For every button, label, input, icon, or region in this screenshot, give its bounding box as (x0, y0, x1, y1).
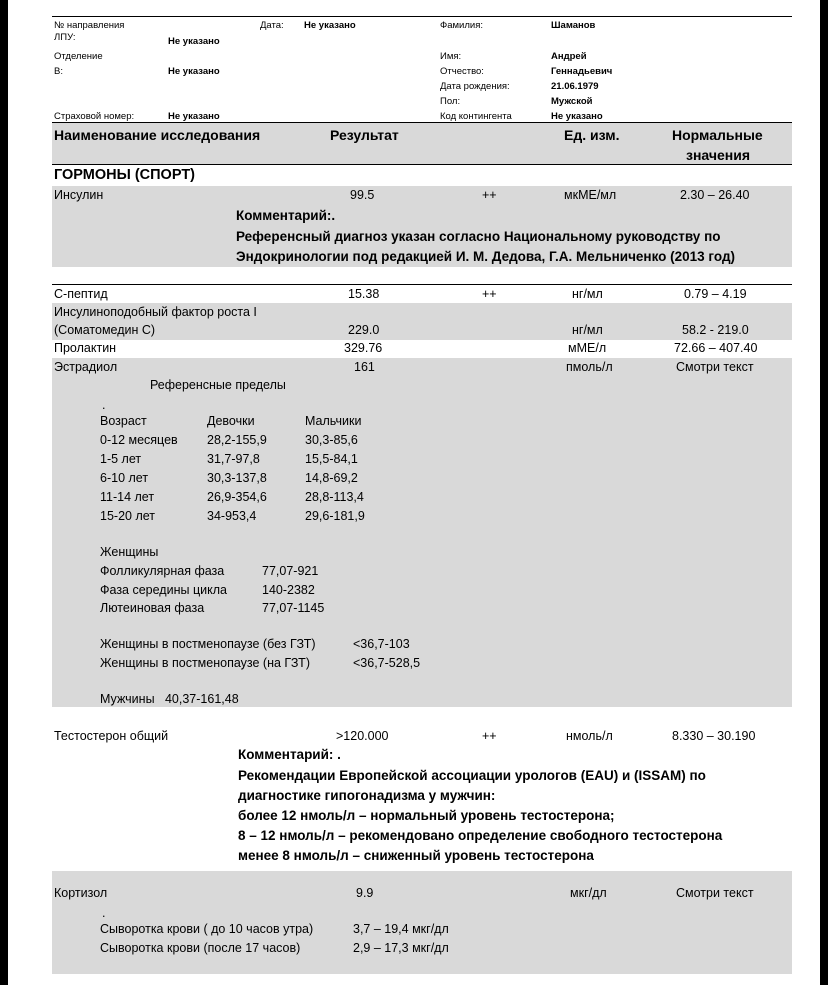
estradiol-ref-title: Референсные пределы (150, 378, 286, 392)
cortisol-ref-value: 2,9 – 17,3 мкг/дл (353, 941, 449, 955)
sex-value: Мужской (551, 96, 593, 107)
contingent-label: Код контингента (440, 111, 512, 122)
dob-value: 21.06.1979 (551, 81, 599, 92)
age-row-girls: 28,2-155,9 (207, 433, 267, 447)
igf-norm: 58.2 - 219.0 (682, 323, 749, 337)
age-row-age: 6-10 лет (100, 471, 149, 485)
testosterone-comment-line: Рекомендации Европейской ассоциации урологов (EAU) и (ISSAM) по (238, 768, 706, 783)
insurance-value: Не указано (168, 111, 220, 122)
lpu-label: ЛПУ: (54, 32, 76, 43)
phase-name: Лютеиновая фаза (100, 601, 205, 615)
age-row-age: 1-5 лет (100, 452, 142, 466)
insulin-flag: ++ (482, 188, 497, 202)
postmeno-value: <36,7-528,5 (353, 656, 421, 670)
insulin-comment-line: Референсный диагноз указан согласно Национальному руководству по (236, 229, 721, 244)
prolactin-name: Пролактин (54, 341, 117, 355)
surname-value: Шаманов (551, 20, 596, 31)
v-label: В: (54, 66, 63, 77)
age-header-age: Возраст (100, 414, 147, 428)
cortisol-ref-value: 3,7 – 19,4 мкг/дл (353, 922, 449, 936)
testosterone-name: Тестостерон общий (54, 729, 169, 743)
testosterone-comment-line: 8 – 12 нмоль/л – рекомендовано определение свободного тестостерона (238, 828, 723, 843)
age-row-age: 15-20 лет (100, 509, 155, 523)
v-value: Не указано (168, 66, 220, 77)
insulin-comment-title: Комментарий:. (236, 208, 336, 223)
age-header-boys: Мальчики (305, 414, 362, 428)
cortisol-ref-name: Сыворотка крови ( до 10 часов утра) (100, 922, 314, 936)
name-value: Андрей (551, 51, 587, 62)
postmeno-name: Женщины в постменопаузе (без ГЗТ) (100, 637, 316, 651)
age-row-age: 0-12 месяцев (100, 433, 178, 447)
testosterone-unit: нмоль/л (566, 729, 613, 743)
testosterone-comment-line: диагностике гипогонадизма у мужчин: (238, 788, 496, 803)
insulin-unit: мкМЕ/мл (564, 188, 617, 202)
section-title: ГОРМОНЫ (СПОРТ) (54, 167, 196, 183)
age-row-age: 11-14 лет (100, 490, 155, 504)
lab-report-page (8, 0, 820, 985)
cpeptide-top-line (52, 284, 792, 285)
otdelenie-label: Отделение (54, 51, 103, 62)
phase-name: Фаза середины цикла (100, 583, 227, 597)
postmeno-value: <36,7-103 (353, 637, 410, 651)
cpeptide-result: 15.38 (348, 287, 380, 301)
header-bottom-line (52, 164, 792, 165)
igf-name-1: Инсулиноподобный фактор роста I (54, 305, 257, 319)
estradiol-unit: пмоль/л (566, 360, 613, 374)
postmeno-name: Женщины в постменопаузе (на ГЗТ) (100, 656, 310, 670)
estradiol-result: 161 (354, 360, 375, 374)
phase-name: Фолликулярная фаза (100, 564, 225, 578)
cpeptide-norm: 0.79 – 4.19 (684, 287, 747, 301)
testosterone-norm: 8.330 – 30.190 (672, 729, 756, 743)
age-row-boys: 15,5-84,1 (305, 452, 358, 466)
insulin-norm: 2.30 – 26.40 (680, 188, 750, 202)
cpeptide-unit: нг/мл (572, 287, 603, 301)
igf-unit: нг/мл (572, 323, 603, 337)
header-top-line (52, 122, 792, 123)
prolactin-unit: мМЕ/л (568, 341, 607, 355)
insulin-name: Инсулин (54, 188, 104, 202)
col-name-header: Наименование исследования (54, 127, 261, 143)
cortisol-result: 9.9 (356, 886, 374, 900)
testosterone-result: >120.000 (336, 729, 389, 743)
top-border (52, 16, 792, 17)
cortisol-ref-name: Сыворотка крови (после 17 часов) (100, 941, 301, 955)
name-label: Имя: (440, 51, 462, 62)
cpeptide-flag: ++ (482, 287, 497, 301)
cpeptide-name: С-пептид (54, 287, 108, 301)
men-range: Мужчины 40,37-161,48 (100, 692, 239, 706)
col-norm-header-2: значения (686, 147, 750, 163)
lpu-value: Не указано (168, 36, 220, 47)
age-row-boys: 28,8-113,4 (305, 490, 364, 504)
dob-label: Дата рождения: (440, 81, 510, 92)
age-row-girls: 31,7-97,8 (207, 452, 260, 466)
cortisol-name: Кортизол (54, 886, 108, 900)
testosterone-comment-line: менее 8 нмоль/л – сниженный уровень тестостерона (238, 848, 594, 863)
cortisol-unit: мкг/дл (570, 886, 607, 900)
age-row-boys: 29,6-181,9 (305, 509, 365, 523)
age-header-girls: Девочки (207, 414, 255, 428)
phase-value: 77,07-1145 (262, 601, 325, 615)
col-norm-header-1: Нормальные (672, 127, 763, 143)
patronymic-label: Отчество: (440, 66, 484, 77)
estradiol-norm: Смотри текст (676, 360, 754, 374)
col-unit-header: Ед. изм. (564, 127, 620, 143)
testosterone-comment-line: более 12 нмоль/л – нормальный уровень тестостерона; (238, 808, 615, 823)
igf-name-2: (Соматомедин С) (54, 323, 156, 337)
prolactin-norm: 72.66 – 407.40 (674, 341, 758, 355)
igf-result: 229.0 (348, 323, 380, 337)
patronymic-value: Геннадьевич (551, 66, 613, 77)
cortisol-norm: Смотри текст (676, 886, 754, 900)
estradiol-dot: . (102, 398, 106, 412)
date-value: Не указано (304, 20, 356, 31)
phase-value: 140-2382 (262, 583, 315, 597)
age-row-girls: 30,3-137,8 (207, 471, 267, 485)
insulin-comment-line: Эндокринологии под редакцией И. М. Дедова, Г.А. Мельниченко (2013 год) (236, 249, 736, 264)
contingent-value: Не указано (551, 111, 603, 122)
age-row-boys: 14,8-69,2 (305, 471, 358, 485)
testosterone-flag: ++ (482, 729, 497, 743)
prolactin-result: 329.76 (344, 341, 383, 355)
age-row-girls: 34-953,4 (207, 509, 257, 523)
insurance-label: Страховой номер: (54, 111, 135, 122)
cortisol-dot: . (102, 906, 106, 920)
col-result-header: Результат (330, 127, 399, 143)
estradiol-name: Эстрадиол (54, 360, 118, 374)
insulin-result: 99.5 (350, 188, 375, 202)
age-row-boys: 30,3-85,6 (305, 433, 358, 447)
phase-value: 77,07-921 (262, 564, 319, 578)
sex-label: Пол: (440, 96, 461, 107)
napravlenie-label: № направления (54, 20, 125, 31)
testosterone-comment-title: Комментарий: . (238, 747, 341, 762)
date-label: Дата: (260, 20, 284, 31)
age-row-girls: 26,9-354,6 (207, 490, 267, 504)
surname-label: Фамилия: (440, 20, 483, 31)
women-title: Женщины (100, 545, 159, 559)
